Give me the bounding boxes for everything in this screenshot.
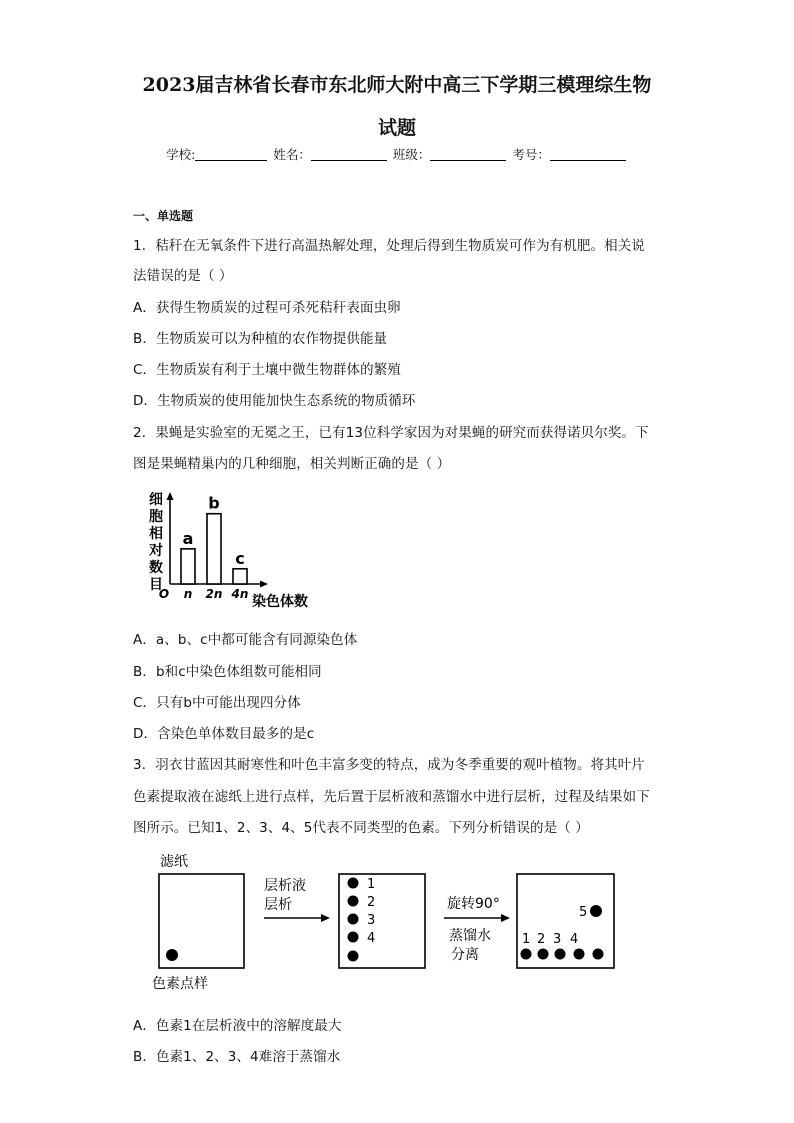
q2-stem-line2: 图是果蝇精巢内的几种细胞，相关判断正确的是（ ） — [133, 456, 451, 472]
class-field[interactable] — [430, 148, 506, 161]
box3-label-4: 4 — [570, 932, 579, 947]
pigment-spot-4 — [348, 932, 359, 943]
y-label-char: 胞 — [149, 509, 163, 525]
x-axis-arrow — [260, 581, 268, 588]
school-label: 学校: — [166, 147, 196, 162]
pigment-spot-1 — [348, 878, 359, 889]
y-label-char: 目 — [149, 577, 163, 593]
y-axis-arrow — [167, 492, 174, 500]
box2-label-1: 1 — [367, 877, 376, 892]
bottom-spot-3 — [555, 949, 566, 960]
filter-paper-label: 滤纸 — [160, 854, 188, 870]
pigment-spot-5-moved — [590, 905, 602, 917]
q2-option-b: B．b和c中染色体组数可能相同 — [133, 664, 322, 680]
q1-option-a: A．获得生物质炭的过程可杀死秸秆表面虫卵 — [133, 300, 401, 316]
exam-no-label: 考号： — [512, 147, 550, 162]
box3-label-5: 5 — [579, 905, 588, 920]
page-title-line2: 试题 — [377, 117, 416, 139]
q2-stem-line1: 2．果蝇是实验室的无冕之王，已有13位科学家因为对果蝇的研究而获得诺贝尔奖。下 — [133, 425, 649, 441]
q3-stem-line3: 图所示。已知1、2、3、4、5代表不同类型的色素。下列分析错误的是（ ） — [133, 820, 589, 836]
q3-stem-line2: 色素提取液在滤纸上进行点样，先后置于层析液和蒸馏水中进行层析，过程及结果如下 — [133, 789, 650, 805]
q3-option-a: A．色素1在层析液中的溶解度最大 — [133, 1018, 342, 1034]
pigment-spot-5 — [348, 951, 359, 962]
q1-stem-line1: 1．秸秆在无氧条件下进行高温热解处理，处理后得到生物质炭可作为有机肥。相关说 — [133, 238, 645, 254]
y-label-char: 细 — [149, 492, 163, 508]
q1-option-c: C．生物质炭有利于土壤中微生物群体的繁殖 — [133, 362, 401, 378]
step1-label-line2: 层析 — [264, 897, 292, 913]
q3-stem-line1: 3．羽衣甘蓝因其耐寒性和叶色丰富多变的特点，成为冬季重要的观叶植物。将其叶片 — [133, 757, 645, 773]
q1-option-b: B．生物质炭可以为种植的农作物提供能量 — [133, 331, 388, 347]
step2-label-line1: 旋转90° — [447, 896, 500, 912]
q2-bar-chart — [140, 488, 340, 613]
sample-spot-label: 色素点样 — [152, 976, 208, 992]
box3-label-2: 2 — [537, 932, 546, 947]
class-label: 班级： — [392, 147, 431, 162]
q3-option-b: B．色素1、2、3、4难溶于蒸馏水 — [133, 1049, 341, 1065]
y-axis-label — [148, 492, 163, 593]
student-info — [0, 145, 794, 163]
bottom-spot-4 — [574, 949, 585, 960]
bar-a — [181, 549, 195, 584]
y-label-char: 数 — [149, 560, 163, 576]
pigment-spot-2 — [348, 896, 359, 907]
pigment-spot-3 — [348, 914, 359, 925]
section-title: 一、单选题 — [133, 209, 194, 223]
q1-stem-line2: 法错误的是（ ） — [133, 268, 233, 284]
bar-label-b: b — [208, 493, 220, 513]
x-axis-label: 染色体数 — [252, 594, 308, 610]
y-label-char: 相 — [149, 526, 163, 542]
step1-arrowhead — [321, 914, 330, 922]
name-field[interactable] — [311, 148, 387, 161]
y-label-char: 对 — [149, 543, 163, 559]
bar-label-a: a — [182, 528, 194, 548]
q2-option-d: D．含染色单体数目最多的是c — [133, 726, 315, 742]
bar-c — [233, 569, 247, 584]
bar-label-c: c — [235, 548, 245, 568]
x-tick-label: 4n — [231, 587, 249, 601]
bar-b — [207, 514, 221, 584]
bottom-spot-5 — [593, 949, 604, 960]
x-tick-label: n — [183, 587, 193, 601]
bottom-spot-1 — [521, 949, 532, 960]
step2-label-line3: 分离 — [451, 947, 479, 963]
step2-label-line2: 蒸馏水 — [449, 928, 491, 944]
school-field[interactable] — [195, 148, 267, 161]
q2-option-a: A．a、b、c中都可能含有同源染色体 — [133, 632, 358, 648]
origin-label: O — [158, 587, 170, 601]
name-label: 姓名： — [273, 147, 311, 162]
box3-label-3: 3 — [553, 932, 562, 947]
step1-label-line1: 层析液 — [264, 878, 306, 894]
q1-option-d: D．生物质炭的使用能加快生态系统的物质循环 — [133, 393, 416, 409]
box2-label-3: 3 — [367, 913, 376, 928]
q2-option-c: C．只有b中可能出现四分体 — [133, 695, 301, 711]
q3-chromatography-figure — [150, 848, 630, 998]
bottom-spot-2 — [538, 949, 549, 960]
box3-label-1: 1 — [522, 932, 531, 947]
step2-arrowhead — [501, 914, 510, 922]
box2-label-4: 4 — [367, 931, 376, 946]
exam-no-field[interactable] — [550, 148, 626, 161]
box2-label-2: 2 — [367, 895, 376, 910]
page-title: 2023届吉林省长春市东北师大附中高三下学期三模理综生物 — [142, 74, 652, 96]
sample-spot — [166, 949, 178, 961]
x-tick-label: 2n — [205, 587, 223, 601]
